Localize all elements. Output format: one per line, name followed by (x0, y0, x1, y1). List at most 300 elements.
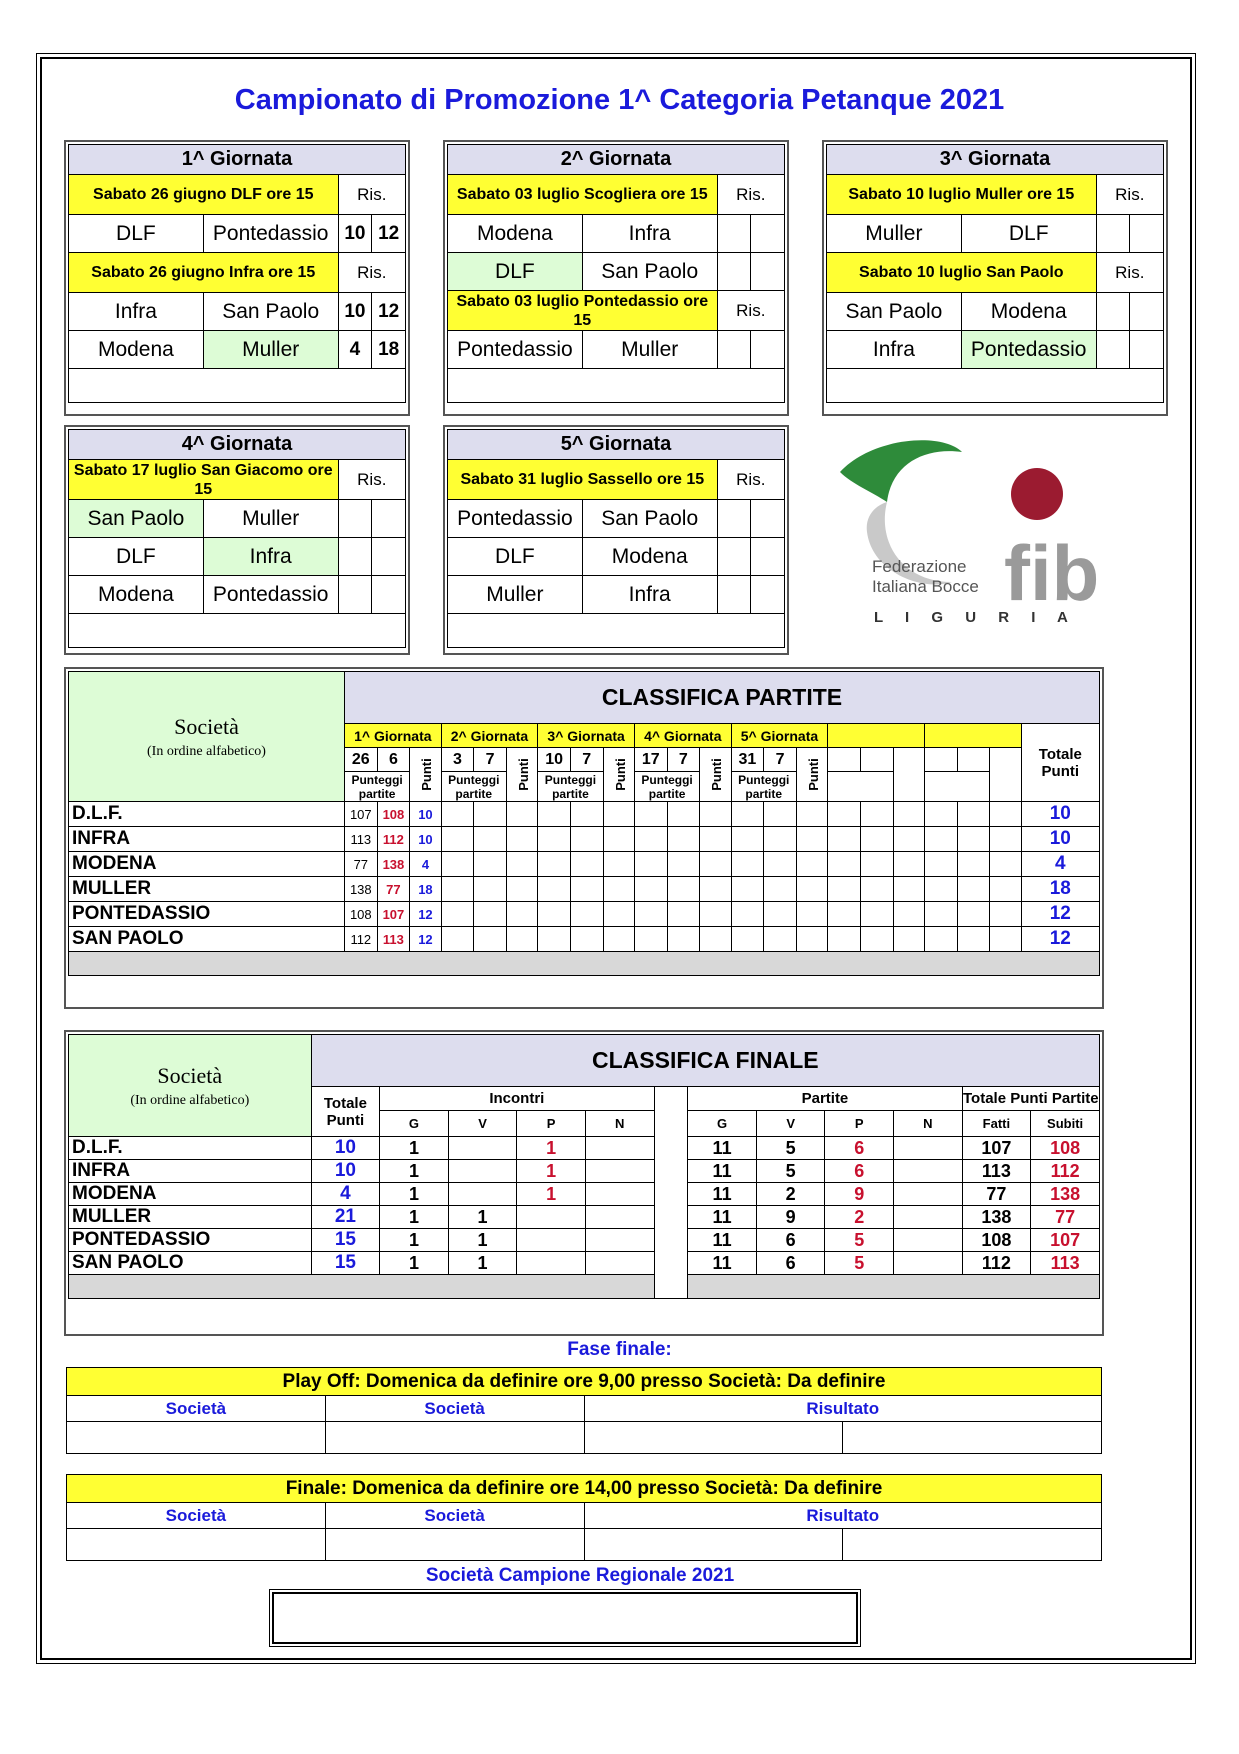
empty-cell (860, 852, 893, 877)
totale-punti: 10 (1021, 827, 1099, 852)
incontri-col-v: V (448, 1111, 517, 1137)
empty-cell (893, 877, 924, 902)
giornata-day: 3 (441, 748, 474, 772)
finale-societa-2: Società (325, 1503, 584, 1529)
empty-cell (474, 877, 507, 902)
home-team: DLF (69, 215, 204, 253)
partite-p: 6 (825, 1160, 894, 1183)
away-score (372, 538, 406, 576)
separator-col (654, 1087, 688, 1299)
home-team: Pontedassio (448, 331, 583, 369)
empty-cell (924, 802, 957, 827)
incontri-v: 1 (448, 1206, 517, 1229)
societa-sub: (In ordine alfabetico) (130, 1092, 250, 1108)
punti-subiti: 113 (377, 927, 410, 952)
partite-v: 5 (756, 1137, 825, 1160)
empty-cell (570, 802, 603, 827)
home-team: Pontedassio (448, 500, 583, 538)
classifica-finale-table (68, 1034, 1100, 1299)
playoff-cell (843, 1422, 1102, 1454)
partite-v: 6 (756, 1252, 825, 1275)
punteggi-col-header: Punteggi partite (538, 772, 603, 802)
home-score (1096, 331, 1130, 369)
empty-cell (796, 902, 827, 927)
punti-label: Punti (805, 758, 821, 791)
incontri-v: 1 (448, 1252, 517, 1275)
away-score (1130, 331, 1164, 369)
partite-g: 11 (688, 1137, 757, 1160)
empty-cell (474, 927, 507, 952)
partite-g: 11 (688, 1160, 757, 1183)
giornata-col-header: 5^ Giornata (731, 724, 828, 748)
totale-punti: 12 (1021, 902, 1099, 927)
giornata-month: 7 (474, 748, 507, 772)
empty-cell (570, 827, 603, 852)
team-name: PONTEDASSIO (69, 1229, 312, 1252)
empty-cell (860, 927, 893, 952)
classifica-partite (64, 667, 1104, 1009)
empty-cell (700, 877, 731, 902)
empty-cell (924, 902, 957, 927)
societa-label: Società (174, 713, 239, 739)
empty-cell (764, 902, 797, 927)
playoff-cell (67, 1422, 326, 1454)
giornata-date: Sabato 26 giugno Infra ore 15 (69, 253, 339, 293)
ris-label: Ris. (338, 253, 405, 293)
incontri-col-g: G (380, 1111, 449, 1137)
giornata-table (447, 144, 785, 403)
empty-cell (506, 852, 537, 877)
away-score: 12 (372, 215, 406, 253)
giornata-1-box (64, 140, 410, 416)
fatti: 108 (962, 1229, 1031, 1252)
giornata-date: Sabato 26 giugno DLF ore 15 (69, 175, 339, 215)
home-team: Modena (69, 331, 204, 369)
campione-box (272, 1592, 858, 1644)
empty-cell (924, 827, 957, 852)
empty-cell (924, 877, 957, 902)
giornata-date: Sabato 17 luglio San Giacomo ore 15 (69, 460, 339, 500)
giornata-title: 1^ Giornata (69, 145, 406, 175)
home-score: 10 (338, 293, 372, 331)
empty-cell (990, 902, 1021, 927)
incontri-g: 1 (380, 1252, 449, 1275)
subiti: 138 (1031, 1183, 1100, 1206)
team-name: SAN PAOLO (69, 927, 345, 952)
empty-cell (828, 927, 861, 952)
empty-cell (957, 852, 990, 877)
totale-punti: 10 (1021, 802, 1099, 827)
empty-cell (538, 852, 571, 877)
partite-g: 11 (688, 1206, 757, 1229)
empty-cell (603, 852, 634, 877)
table-row (69, 1183, 1100, 1206)
giornata-title: 3^ Giornata (827, 145, 1164, 175)
empty-cell (634, 852, 667, 877)
empty-cell (570, 927, 603, 952)
incontri-v (448, 1160, 517, 1183)
empty-cell (764, 852, 797, 877)
partite-v: 2 (756, 1183, 825, 1206)
punti-subiti: 77 (377, 877, 410, 902)
punti-fatti: 77 (345, 852, 378, 877)
giornata-date: Sabato 31 luglio Sassello ore 15 (448, 460, 718, 500)
logo-mark: fib (1004, 529, 1100, 617)
home-score: 4 (338, 331, 372, 369)
incontri-col-p: P (517, 1111, 586, 1137)
finale-societa-1: Società (67, 1503, 326, 1529)
giornata-date: Sabato 03 luglio Pontedassio ore 15 (448, 291, 718, 331)
empty-cell (667, 802, 700, 827)
partite-v: 6 (756, 1229, 825, 1252)
giornata-col-header: 1^ Giornata (345, 724, 442, 748)
empty-cell (828, 827, 861, 852)
fatti-header: Fatti (962, 1111, 1031, 1137)
subiti: 108 (1031, 1137, 1100, 1160)
away-score (1130, 215, 1164, 253)
giornata-date: Sabato 10 luglio San Paolo (827, 253, 1097, 293)
home-team: Infra (827, 331, 962, 369)
team-name: INFRA (69, 827, 345, 852)
empty-cell (893, 927, 924, 952)
table-row (69, 1160, 1100, 1183)
away-score (372, 576, 406, 614)
empty-cell (474, 902, 507, 927)
empty-cell (538, 877, 571, 902)
subiti: 77 (1031, 1206, 1100, 1229)
empty-row (827, 369, 1164, 403)
giornata-table (68, 144, 406, 403)
giornata-month (957, 748, 990, 772)
incontri-v (448, 1183, 517, 1206)
giornata-col-header (828, 724, 925, 748)
punti: 12 (410, 902, 441, 927)
fatti: 113 (962, 1160, 1031, 1183)
empty-cell (603, 902, 634, 927)
punteggi-col-header (828, 772, 893, 802)
partite-col-n: N (894, 1111, 963, 1137)
fib-liguria-logo (832, 432, 1152, 632)
societa-label: Società (157, 1062, 223, 1088)
empty-cell (957, 902, 990, 927)
punti-fatti: 113 (345, 827, 378, 852)
incontri-g: 1 (380, 1229, 449, 1252)
partite-n (894, 1160, 963, 1183)
punti-col-header (700, 748, 731, 802)
incontri-header: Incontri (380, 1087, 654, 1111)
empty-cell (538, 902, 571, 927)
incontri-p (517, 1229, 586, 1252)
punti: 4 (410, 852, 441, 877)
punti-col-header (603, 748, 634, 802)
away-score (751, 576, 785, 614)
totale-punti: 21 (311, 1206, 380, 1229)
playoff-societa-1: Società (67, 1396, 326, 1422)
empty-cell (441, 927, 474, 952)
giornata-month: 7 (667, 748, 700, 772)
empty-cell (634, 902, 667, 927)
partite-col-v: V (756, 1111, 825, 1137)
incontri-n (585, 1160, 654, 1183)
away-score (751, 538, 785, 576)
partite-col-p: P (825, 1111, 894, 1137)
punti-subiti: 107 (377, 902, 410, 927)
away-score (1130, 293, 1164, 331)
home-team: Muller (827, 215, 962, 253)
partite-v: 5 (756, 1160, 825, 1183)
giornata-5-box (443, 425, 789, 655)
empty-cell (700, 852, 731, 877)
ris-label: Ris. (1096, 175, 1163, 215)
empty-cell (603, 802, 634, 827)
table-row (69, 927, 1100, 952)
totale-punti: 12 (1021, 927, 1099, 952)
giornata-month: 7 (570, 748, 603, 772)
giornata-day: 26 (345, 748, 378, 772)
punti-col-header (796, 748, 827, 802)
partite-n (894, 1206, 963, 1229)
subiti: 112 (1031, 1160, 1100, 1183)
punti-subiti: 108 (377, 802, 410, 827)
away-score: 18 (372, 331, 406, 369)
partite-n (894, 1183, 963, 1206)
team-name: D.L.F. (69, 1137, 312, 1160)
empty-cell (506, 877, 537, 902)
punti-label: Punti (708, 758, 724, 791)
home-team: DLF (448, 253, 583, 291)
empty-cell (764, 927, 797, 952)
incontri-p (517, 1206, 586, 1229)
incontri-n (585, 1183, 654, 1206)
empty-cell (828, 802, 861, 827)
logo-region: L I G U R I A (874, 609, 1077, 626)
home-score: 10 (338, 215, 372, 253)
punti-fatti: 138 (345, 877, 378, 902)
punti: 18 (410, 877, 441, 902)
away-team: San Paolo (582, 253, 717, 291)
incontri-p: 1 (517, 1183, 586, 1206)
classifica-finale-title: CLASSIFICA FINALE (311, 1035, 1099, 1087)
partite-g: 11 (688, 1229, 757, 1252)
punti-fatti: 108 (345, 902, 378, 927)
partite-p: 5 (825, 1252, 894, 1275)
empty-cell (828, 852, 861, 877)
away-team: Pontedassio (203, 576, 338, 614)
fatti: 138 (962, 1206, 1031, 1229)
ris-label: Ris. (338, 175, 405, 215)
empty-cell (893, 852, 924, 877)
table-row (69, 902, 1100, 927)
incontri-g: 1 (380, 1160, 449, 1183)
empty-cell (860, 802, 893, 827)
partite-v: 9 (756, 1206, 825, 1229)
giornata-month: 6 (377, 748, 410, 772)
logo-line1: Federazione (872, 557, 967, 576)
playoff-societa-2: Società (325, 1396, 584, 1422)
ris-label: Ris. (1096, 253, 1163, 293)
table-row (69, 827, 1100, 852)
punti-subiti: 112 (377, 827, 410, 852)
empty-cell (603, 927, 634, 952)
giornata-day: 31 (731, 748, 764, 772)
giornata-date: Sabato 10 luglio Muller ore 15 (827, 175, 1097, 215)
empty-cell (506, 827, 537, 852)
empty-cell (700, 802, 731, 827)
empty-cell (441, 802, 474, 827)
table-row (69, 1137, 1100, 1160)
partite-col-g: G (688, 1111, 757, 1137)
home-team: San Paolo (827, 293, 962, 331)
home-score (1096, 215, 1130, 253)
punteggi-col-header: Punteggi partite (634, 772, 699, 802)
table-row (69, 852, 1100, 877)
empty-cell (441, 877, 474, 902)
subiti-header: Subiti (1031, 1111, 1100, 1137)
empty-cell (924, 927, 957, 952)
giornata-day: 17 (634, 748, 667, 772)
societa-sub: (In ordine alfabetico) (147, 743, 266, 759)
incontri-g: 1 (380, 1137, 449, 1160)
empty-cell (796, 802, 827, 827)
partite-n (894, 1252, 963, 1275)
finale-cell (584, 1529, 843, 1561)
giornata-col-header: 2^ Giornata (441, 724, 538, 748)
home-score (717, 331, 751, 369)
empty-row (448, 369, 785, 403)
empty-cell (957, 802, 990, 827)
away-team: Modena (961, 293, 1096, 331)
empty-row (69, 614, 406, 648)
empty-cell (860, 902, 893, 927)
empty-cell (667, 927, 700, 952)
home-score (717, 538, 751, 576)
totale-punti-header: Totale Punti (311, 1087, 380, 1137)
empty-cell (634, 877, 667, 902)
home-score (717, 500, 751, 538)
away-team: San Paolo (203, 293, 338, 331)
finale-table (66, 1474, 1102, 1561)
empty-cell (860, 877, 893, 902)
totale-punti: 18 (1021, 877, 1099, 902)
empty-cell (731, 927, 764, 952)
partite-g: 11 (688, 1183, 757, 1206)
empty-cell (570, 877, 603, 902)
totale-punti: 15 (311, 1229, 380, 1252)
punteggi-col-header (924, 772, 989, 802)
classifica-partite-title: CLASSIFICA PARTITE (345, 672, 1100, 724)
home-team: San Paolo (69, 500, 204, 538)
finale-cell (843, 1529, 1102, 1561)
empty-cell (990, 802, 1021, 827)
team-name: MODENA (69, 1183, 312, 1206)
page-title: Campionato di Promozione 1^ Categoria Petanque 2021 (234, 84, 1005, 116)
empty-cell (603, 827, 634, 852)
empty-cell (667, 827, 700, 852)
empty-cell (957, 827, 990, 852)
empty-cell (603, 877, 634, 902)
team-name: INFRA (69, 1160, 312, 1183)
away-team: DLF (961, 215, 1096, 253)
societa-header (69, 672, 345, 802)
home-score (717, 576, 751, 614)
empty-cell (474, 802, 507, 827)
ris-label: Ris. (717, 291, 784, 331)
empty-cell (764, 802, 797, 827)
punteggi-col-header: Punteggi partite (731, 772, 796, 802)
team-name: MODENA (69, 852, 345, 877)
empty-cell (634, 927, 667, 952)
home-team: DLF (69, 538, 204, 576)
classifica-finale (64, 1030, 1104, 1336)
totale-punti-header: Totale Punti (1021, 724, 1099, 802)
giornata-table (68, 429, 406, 648)
away-score (751, 500, 785, 538)
giornata-col-header (924, 724, 1021, 748)
punti: 12 (410, 927, 441, 952)
giornata-col-header: 4^ Giornata (634, 724, 731, 748)
giornata-month (860, 748, 893, 772)
classifica-partite-table (68, 671, 1100, 976)
empty-cell (828, 902, 861, 927)
ris-label: Ris. (338, 460, 405, 500)
home-score (717, 253, 751, 291)
partite-p: 6 (825, 1137, 894, 1160)
campione-title: Società Campione Regionale 2021 (425, 1565, 735, 1586)
incontri-p: 1 (517, 1137, 586, 1160)
giornata-day (924, 748, 957, 772)
punti-subiti: 138 (377, 852, 410, 877)
team-name: MULLER (69, 1206, 312, 1229)
giornata-table (826, 144, 1164, 403)
away-score (751, 253, 785, 291)
empty-cell (893, 802, 924, 827)
empty-cell (828, 877, 861, 902)
punti-label: Punti (515, 758, 531, 791)
societa-header (69, 1035, 312, 1137)
away-team: Modena (582, 538, 717, 576)
totale-punti: 10 (311, 1137, 380, 1160)
partite-g: 11 (688, 1252, 757, 1275)
home-score (717, 215, 751, 253)
empty-cell (796, 877, 827, 902)
empty-cell (634, 827, 667, 852)
giornata-title: 5^ Giornata (448, 430, 785, 460)
incontri-v: 1 (448, 1229, 517, 1252)
playoff-cell (584, 1422, 843, 1454)
footer-row (688, 1275, 1100, 1299)
empty-cell (957, 927, 990, 952)
incontri-p (517, 1252, 586, 1275)
empty-cell (796, 927, 827, 952)
incontri-n (585, 1252, 654, 1275)
punti-fatti: 107 (345, 802, 378, 827)
away-score: 12 (372, 293, 406, 331)
away-team: Pontedassio (203, 215, 338, 253)
subiti: 113 (1031, 1252, 1100, 1275)
team-name: PONTEDASSIO (69, 902, 345, 927)
empty-cell (570, 852, 603, 877)
giornata-title: 2^ Giornata (448, 145, 785, 175)
ris-label: Ris. (717, 460, 784, 500)
empty-cell (667, 877, 700, 902)
home-score (338, 576, 372, 614)
empty-cell (731, 827, 764, 852)
table-row (69, 1252, 1100, 1275)
totale-punti: 4 (311, 1183, 380, 1206)
giornata-4-box (64, 425, 410, 655)
punteggi-col-header: Punteggi partite (345, 772, 410, 802)
away-team: Muller (203, 331, 338, 369)
